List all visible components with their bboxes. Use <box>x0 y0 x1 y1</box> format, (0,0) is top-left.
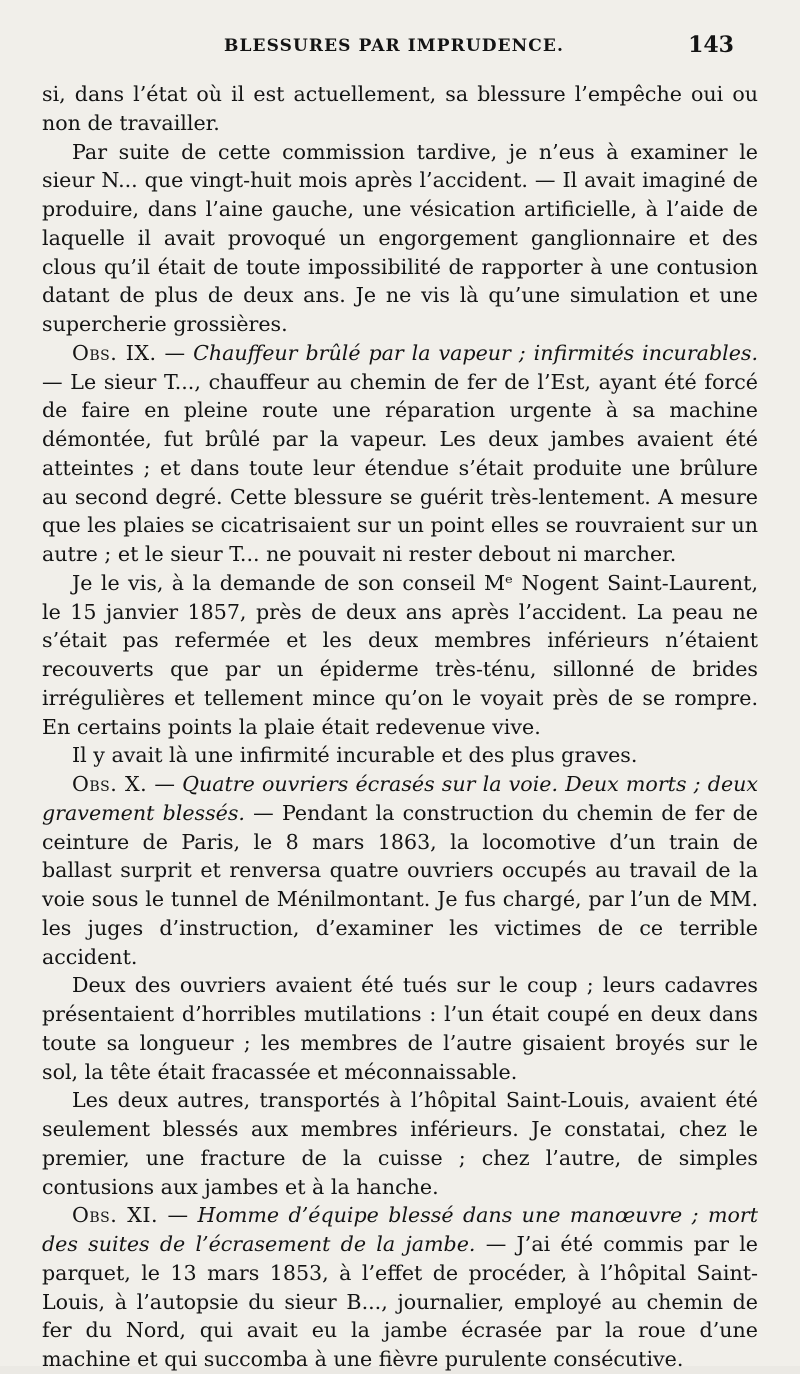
page-number: 143 <box>688 32 734 58</box>
paragraph: Les deux autres, transportés à l’hôpital Saint-Louis, avaient été seulement blessés aux membres inférieurs. Je constatai, chez le premier, une fracture de la cuisse ; chez l’autre, de simples contusions aux jambes et à la hanche. <box>42 1088 758 1199</box>
observation-xi <box>42 1201 758 1374</box>
observation-label: Obs. X. <box>72 772 148 796</box>
page-body <box>42 80 758 1374</box>
observation-label: Obs. IX. <box>72 340 157 365</box>
observation-text: — Pendant la construction du chemin de fer de ceinture de Paris, le 8 mars 1863, la locomotive d’un train de ballast surprit et renversa quatre ouvriers occupés au travail de la voie sous le tunnel de Ménilmontant. Je fus chargé, par l’un de MM. les juges d’instruction, d’examiner les victimes de ce terrible accident. <box>42 800 758 969</box>
observation-title: Chauffeur brûlé par la vapeur ; infirmités incurables. <box>193 340 759 365</box>
page-header <box>42 32 734 66</box>
observation-title: Homme d’équipe blessé dans une manœuvre ; mort des suites de l’écrasement de la jambe. <box>42 1203 759 1256</box>
running-title: BLESSURES PAR IMPRUDENCE. <box>224 36 564 56</box>
observation-dash: — <box>158 1203 198 1228</box>
paragraph: Deux des ouvriers avaient été tués sur le coup ; leurs cadavres présentaient d’horribles mutilations : l’un était coupé en deux dans toute sa longueur ; les membres de l’autre gisaient broyés sur le sol, la tête était fracassée et méconnaissable. <box>42 973 758 1084</box>
observation-label: Obs. XI. <box>72 1203 159 1228</box>
paragraph: Je le vis, à la demande de son conseil Mᵉ Nogent Saint-Laurent, le 15 janvier 1857, près de deux ans après l’accident. La peau ne s’était pas refermée et les deux membres inférieurs n’étaient recouverts que par un épiderme très-ténu, sillonné de brides irrégulières et tellement mince qu’on le voyait près de se rompre. En certains points la plaie était redevenue vive. <box>42 570 758 739</box>
observation-title: Quatre ouvriers écrasés sur la voie. Deux morts ; deux gravement blessés. <box>42 772 759 825</box>
observation-x <box>42 770 758 971</box>
observation-ix <box>42 339 758 569</box>
observation-dash: — <box>156 340 194 365</box>
paragraph: si, dans l’état où il est actuellement, sa blessure l’empêche oui ou non de travailler. <box>42 82 758 135</box>
paragraph: Par suite de cette commission tardive, je n’eus à examiner le sieur N... que vingt-huit mois après l’accident. — Il avait imaginé de produire, dans l’aine gauche, une vésication artificielle, à l’aide de laquelle il avait provoqué un engorgement ganglionnaire et des clous qu’il était de toute impossibilité de rapporter à une contusion datant de plus de deux ans. Je ne vis là qu’une simulation et une supercherie grossières. <box>42 139 758 336</box>
observation-dash: — <box>147 772 183 796</box>
paragraph: Il y avait là une infirmité incurable et des plus graves. <box>72 743 638 768</box>
observation-text: — J’ai été commis par le parquet, le 13 mars 1853, à l’effet de procéder, à l’hôpital Saint-Louis, à l’autopsie du sieur B..., journalier, employé au chemin de fer du Nord, qui avait eu la jambe écrasée par la roue d’une machine et qui succomba à une fièvre purulente consécutive. <box>42 1232 758 1371</box>
observation-text: — Le sieur T..., chauffeur au chemin de fer de l’Est, ayant été forcé de faire en pleine route une réparation urgente à sa machine démontée, fut brûlé par la vapeur. Les deux jambes avaient été atteintes ; et dans toute leur étendue s’était produite une brûlure au second degré. Cette blessure se guérit très-lentement. A mesure que les plaies se cicatrisaient sur un point elles se rouvraient sur un autre ; et le sieur T... ne pouvait ni rester debout ni marcher. <box>42 369 758 566</box>
